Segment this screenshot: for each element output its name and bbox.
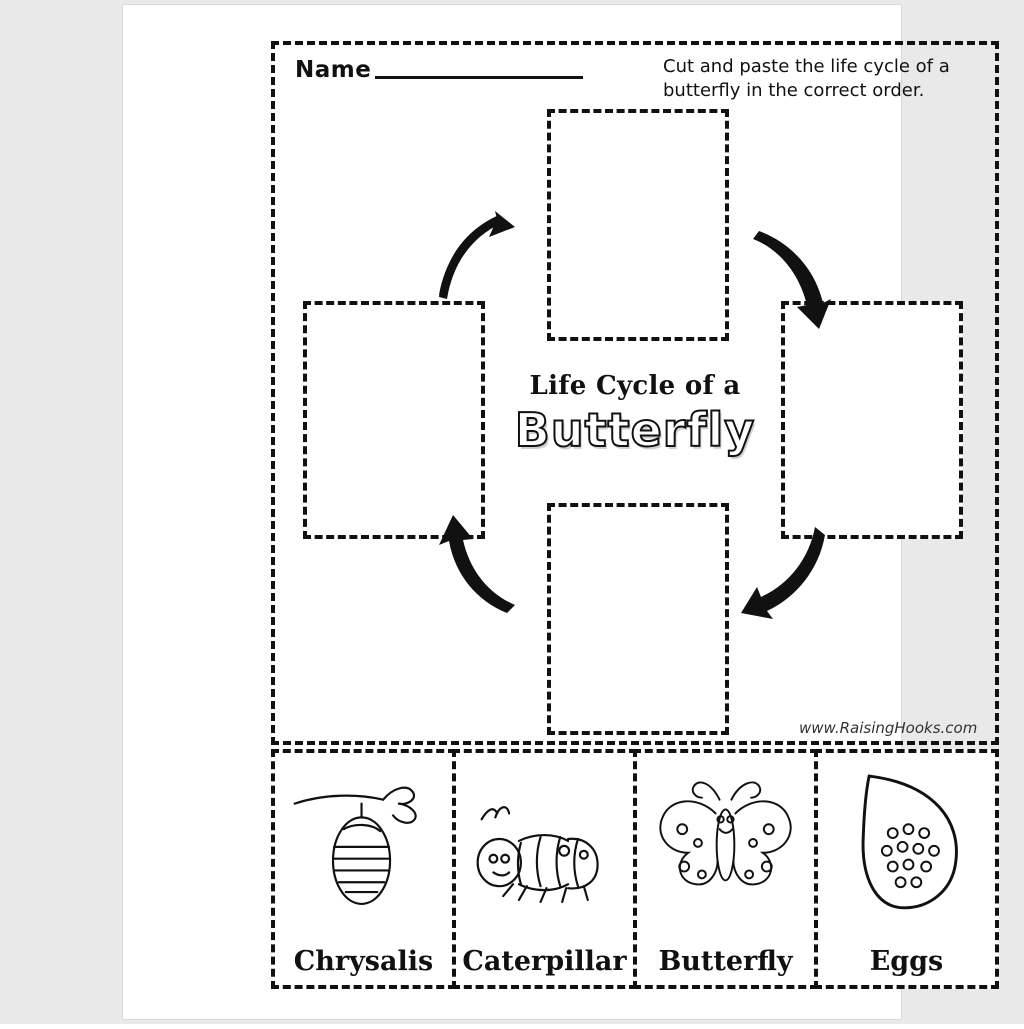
drop-box-bottom[interactable] <box>547 503 729 735</box>
caterpillar-icon <box>456 759 633 919</box>
title-line-1: Life Cycle of a <box>529 371 741 401</box>
butterfly-icon <box>637 759 814 919</box>
instructions-text: Cut and paste the life cycle of a butterfly in the correct order. <box>663 56 950 102</box>
site-watermark: www.RaisingHooks.com <box>799 719 978 737</box>
card-label-butterfly: Butterfly <box>658 946 793 977</box>
cut-card-butterfly[interactable] <box>633 749 818 989</box>
page-title <box>485 371 785 457</box>
title-line-2: Butterfly <box>514 403 756 457</box>
cut-card-chrysalis[interactable] <box>271 749 456 989</box>
name-write-line[interactable] <box>375 76 583 79</box>
cut-out-cards-strip <box>271 749 999 989</box>
card-label-caterpillar: Caterpillar <box>462 946 627 977</box>
name-label: Name <box>295 57 372 83</box>
card-label-chrysalis: Chrysalis <box>293 946 434 977</box>
worksheet-page <box>122 4 978 1020</box>
eggs-icon <box>818 759 995 919</box>
drop-box-top[interactable] <box>547 109 729 341</box>
card-label-eggs: Eggs <box>869 946 944 977</box>
cut-card-eggs[interactable] <box>814 749 999 989</box>
chrysalis-icon <box>275 759 452 919</box>
drop-box-left[interactable] <box>303 301 485 539</box>
name-field[interactable] <box>295 57 583 83</box>
cut-card-caterpillar[interactable] <box>452 749 637 989</box>
drop-box-right[interactable] <box>781 301 963 539</box>
